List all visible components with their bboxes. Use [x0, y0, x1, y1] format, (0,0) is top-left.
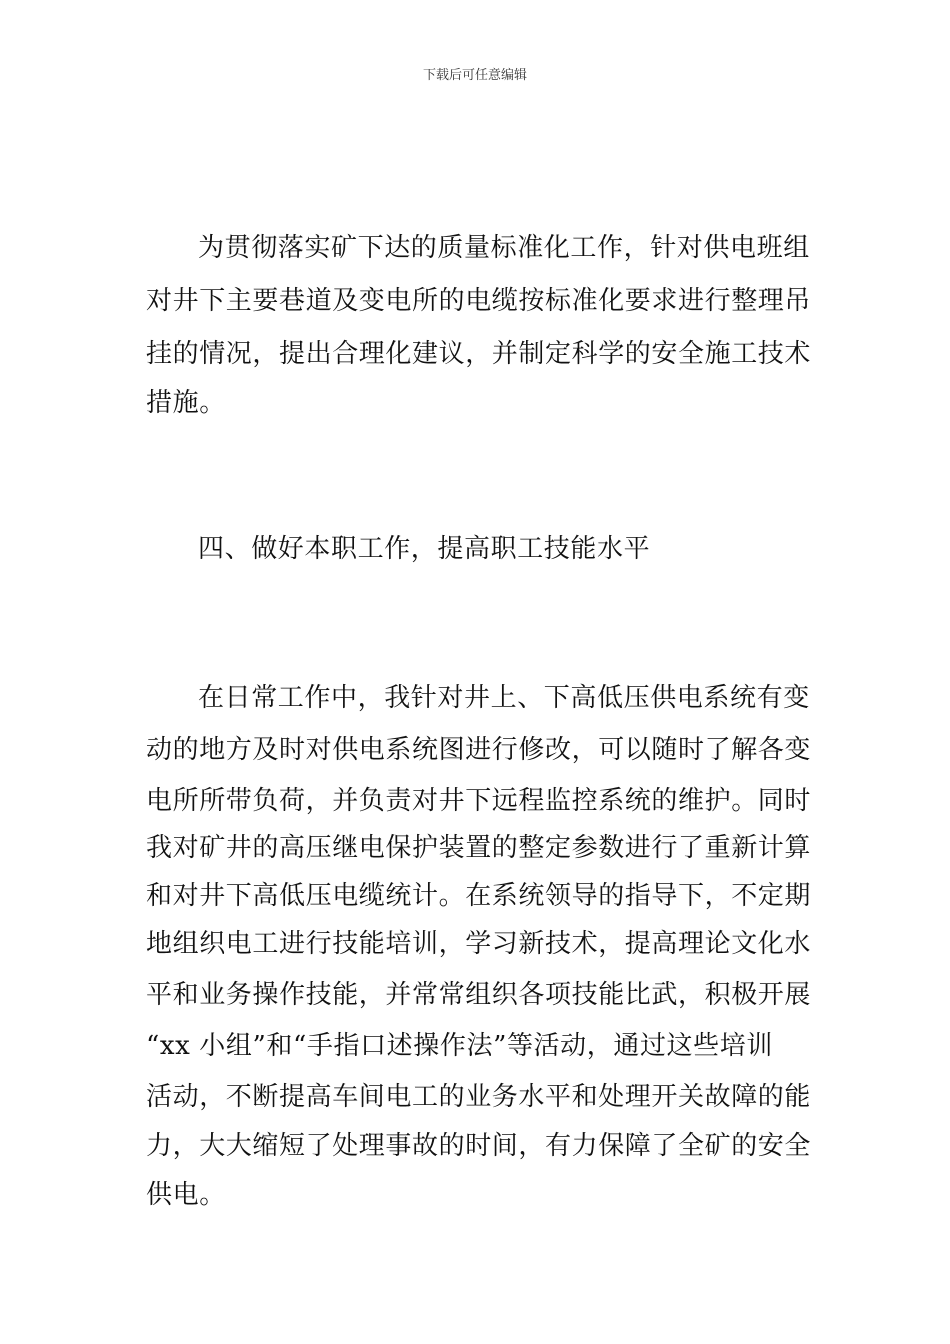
paragraph-line: 和对井下高低压电缆统计。在系统领导的指导下，不定期 — [146, 881, 812, 911]
paragraph-line: 力，大大缩短了处理事故的时间，有力保障了全矿的安全 — [146, 1131, 812, 1161]
paragraph-line: 在日常工作中，我针对井上、下高低压供电系统有变 — [198, 683, 810, 713]
paragraph-line: 供电。 — [146, 1180, 226, 1210]
paragraph-line: “xx 小组”和“手指口述操作法”等活动，通过这些培训 — [146, 1031, 773, 1061]
paragraph-line: 对井下主要巷道及变电所的电缆按标准化要求进行整理吊 — [146, 286, 812, 316]
paragraph-line: 平和业务操作技能，并常常组织各项技能比武，积极开展 — [146, 980, 812, 1010]
page-header: 下载后可任意编辑 — [422, 68, 527, 83]
paragraph-line: 活动，不断提高车间电工的业务水平和处理开关故障的能 — [146, 1082, 812, 1112]
paragraph-line: 动的地方及时对供电系统图进行修改，可以随时了解各变 — [146, 735, 812, 765]
paragraph-line: 为贯彻落实矿下达的质量标准化工作，针对供电班组 — [198, 233, 810, 263]
paragraph-line: 我对矿井的高压继电保护装置的整定参数进行了重新计算 — [146, 833, 812, 863]
section-heading: 四、做好本职工作，提高职工技能水平 — [198, 534, 651, 564]
paragraph-line: 挂的情况，提出合理化建议，并制定科学的安全施工技术 — [146, 339, 812, 369]
paragraph-line: 措施。 — [146, 388, 226, 418]
paragraph-line: 地组织电工进行技能培训，学习新技术，提高理论文化水 — [146, 929, 812, 959]
paragraph-line: 电所所带负荷，并负责对井下远程监控系统的维护。同时 — [146, 786, 812, 816]
